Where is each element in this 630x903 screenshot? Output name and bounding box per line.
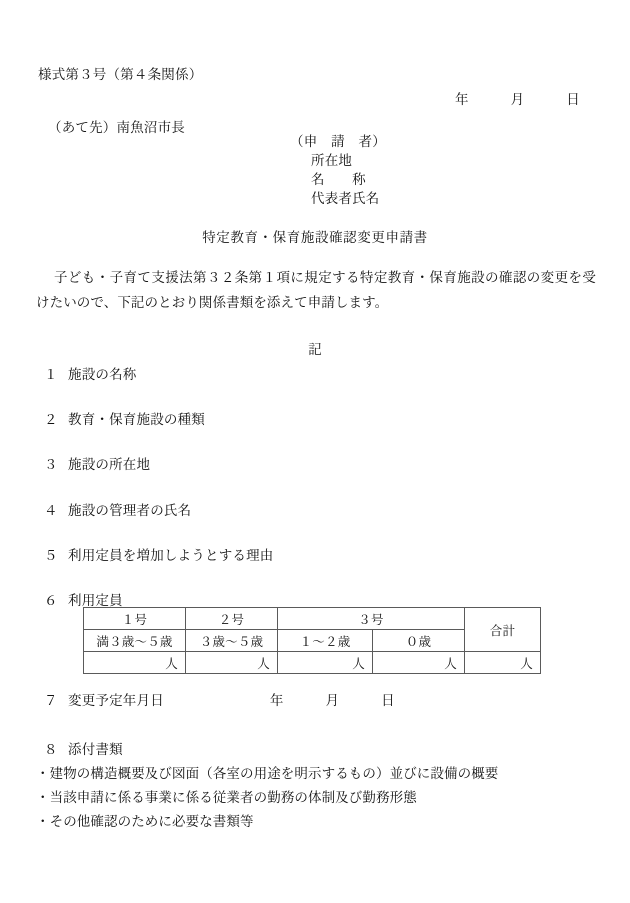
- item-8-number: ８: [44, 742, 58, 758]
- item-5-number: ５: [44, 548, 58, 564]
- item-4-number: ４: [44, 503, 58, 519]
- item-6-number: ６: [44, 593, 58, 609]
- capacity-table: [83, 607, 541, 674]
- date-line: 年 月 日: [455, 92, 581, 108]
- addressee-line: （あて先）南魚沼市長: [48, 120, 185, 136]
- attachment-item-2: ・当該申請に係る事業に係る従業者の勤務の体制及び勤務形態: [36, 790, 417, 806]
- header-total: 合計: [465, 608, 541, 652]
- header-age-4: ０歳: [373, 630, 465, 652]
- form-number: 様式第３号（第４条関係）: [38, 67, 203, 83]
- value-cell-total[interactable]: 人: [465, 652, 541, 674]
- item-1: [44, 363, 137, 383]
- header-group-3: ３号: [278, 608, 465, 630]
- item-6: [44, 589, 123, 609]
- item-7-number: ７: [44, 693, 58, 709]
- header-age-3: １〜２歳: [278, 630, 373, 652]
- item-2-number: ２: [44, 412, 58, 428]
- attachment-item-3: ・その他確認のために必要な書類等: [36, 814, 254, 830]
- applicant-heading: （申 請 者）: [290, 134, 386, 150]
- item-4: [44, 499, 191, 519]
- item-7: [44, 689, 395, 709]
- applicant-name-label: 名 称: [311, 172, 366, 188]
- item-6-label: 利用定員: [68, 593, 123, 609]
- item-1-number: １: [44, 367, 58, 383]
- value-cell-2[interactable]: 人: [186, 652, 278, 674]
- value-cell-1[interactable]: 人: [84, 652, 186, 674]
- header-age-1: 満３歳〜５歳: [84, 630, 186, 652]
- value-cell-3[interactable]: 人: [278, 652, 373, 674]
- body-paragraph: 子ども・子育て支援法第３２条第１項に規定する特定教育・保育施設の確認の変更を受けたいので、下記のとおり関係書類を添えて申請します。: [36, 270, 596, 311]
- item-7-label: 変更予定年月日: [68, 693, 164, 709]
- header-group-1: １号: [84, 608, 186, 630]
- value-cell-4[interactable]: 人: [373, 652, 465, 674]
- item-8: [44, 738, 123, 758]
- item-1-label: 施設の名称: [68, 367, 137, 383]
- applicant-block: [290, 133, 386, 209]
- table-row-values: [84, 652, 541, 674]
- header-age-2: ３歳〜５歳: [186, 630, 278, 652]
- applicant-representative-label: 代表者氏名: [311, 191, 380, 207]
- attachment-item-1: ・建物の構造概要及び図面（各室の用途を明示するもの）並びに設備の概要: [36, 766, 499, 782]
- item-3: [44, 453, 150, 473]
- item-4-label: 施設の管理者の氏名: [68, 503, 192, 519]
- applicant-location-label: 所在地: [311, 153, 353, 169]
- item-2: [44, 408, 205, 428]
- item-5: [44, 544, 274, 564]
- item-2-label: 教育・保育施設の種類: [68, 412, 205, 428]
- ki-marker: 記: [308, 342, 322, 358]
- item-7-date-placeholder: 年 月 日: [269, 693, 396, 709]
- item-5-label: 利用定員を増加しようとする理由: [68, 548, 274, 564]
- item-8-label: 添付書類: [68, 742, 123, 758]
- header-group-2: ２号: [186, 608, 278, 630]
- item-3-label: 施設の所在地: [68, 457, 151, 473]
- table-row-group-header: [84, 608, 541, 630]
- item-3-number: ３: [44, 457, 58, 473]
- document-title: 特定教育・保育施設確認変更申請書: [202, 230, 428, 246]
